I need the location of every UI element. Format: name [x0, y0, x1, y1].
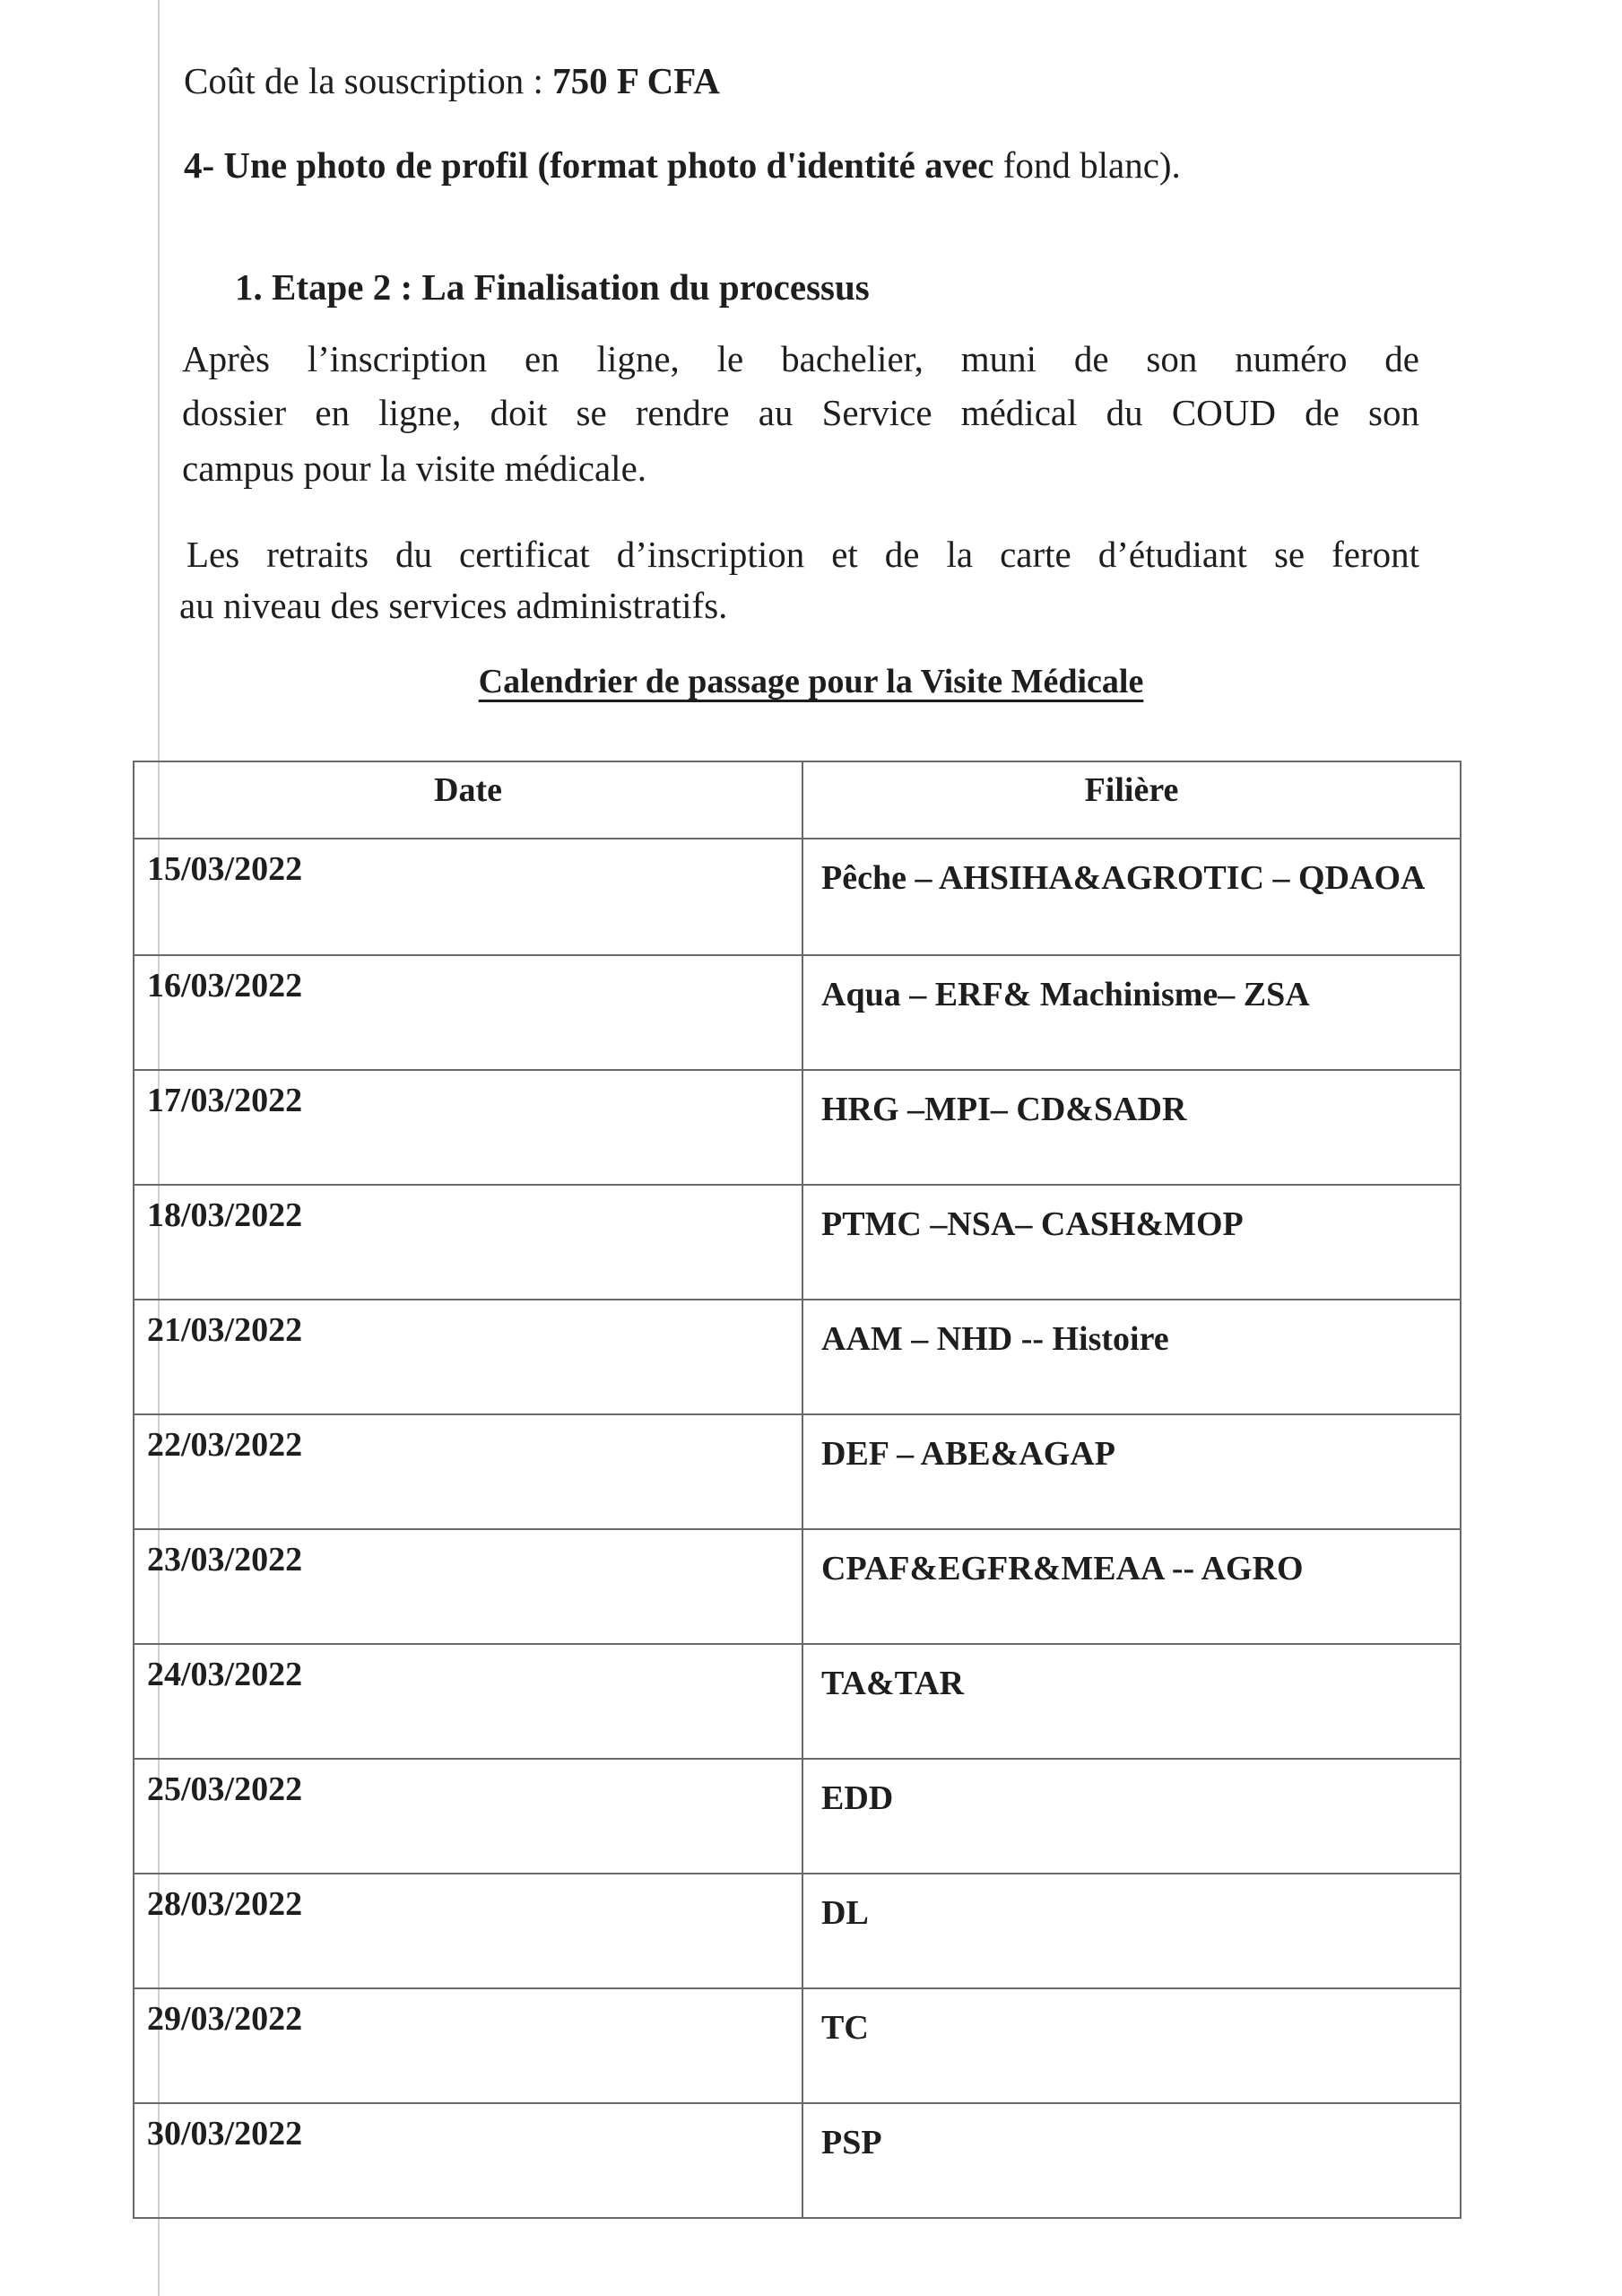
date-cell: 28/03/2022 [134, 1874, 802, 1988]
table-row [134, 1644, 1461, 1759]
date-cell: 23/03/2022 [134, 1529, 802, 1644]
table-row [134, 1874, 1461, 1988]
date-cell: 29/03/2022 [134, 1988, 802, 2103]
medical-visit-schedule-table [133, 761, 1462, 2219]
cost-label: Coût de la souscription : [184, 60, 553, 101]
table-row [134, 1300, 1461, 1414]
subscription-cost-line [184, 54, 1421, 108]
item-4-line [184, 138, 1421, 192]
item-4-bold-text: 4- Une photo de profil (format photo d'identité avec [184, 144, 1003, 186]
table-row [134, 1529, 1461, 1644]
date-cell: 18/03/2022 [134, 1185, 802, 1300]
date-cell: 30/03/2022 [134, 2103, 802, 2218]
paragraph-1-line-2: dossier en ligne, doit se rendre au Service médical du COUD de son [182, 392, 1419, 433]
date-column-header: Date [134, 761, 802, 839]
date-cell: 22/03/2022 [134, 1414, 802, 1529]
filiere-cell: Pêche – AHSIHA&AGROTIC – QDAOA [802, 839, 1461, 955]
date-cell: 21/03/2022 [134, 1300, 802, 1414]
filiere-cell: TA&TAR [802, 1644, 1461, 1759]
paragraph-2-line-2: au niveau des services administratifs. [179, 585, 728, 626]
filiere-cell: Aqua – ERF& Machinisme– ZSA [802, 955, 1461, 1070]
table-row [134, 1988, 1461, 2103]
step-2-heading: 1. Etape 2 : La Finalisation du processus [235, 266, 870, 308]
date-cell: 17/03/2022 [134, 1070, 802, 1185]
filiere-cell: AAM – NHD -- Histoire [802, 1300, 1461, 1414]
table-row [134, 955, 1461, 1070]
paragraph-1-line-1: Après l’inscription en ligne, le bachelier, muni de son numéro de [182, 338, 1419, 379]
table-row [134, 839, 1461, 955]
date-cell: 16/03/2022 [134, 955, 802, 1070]
filiere-cell: CPAF&EGFR&MEAA -- AGRO [802, 1529, 1461, 1644]
filiere-cell: DEF – ABE&AGAP [802, 1414, 1461, 1529]
filiere-cell: TC [802, 1988, 1461, 2103]
item-4-regular-text: fond blanc). [1002, 144, 1181, 186]
filiere-cell: DL [802, 1874, 1461, 1988]
table-row [134, 1759, 1461, 1874]
date-cell: 24/03/2022 [134, 1644, 802, 1759]
date-cell: 25/03/2022 [134, 1759, 802, 1874]
paragraph-1-line-3: campus pour la visite médicale. [182, 448, 647, 489]
table-header-row [134, 761, 1461, 839]
paragraph-2-line-1: Les retraits du certificat d’inscription et de la carte d’étudiant se feront [186, 534, 1419, 575]
filiere-cell: HRG –MPI– CD&SADR [802, 1070, 1461, 1185]
table-row [134, 1070, 1461, 1185]
date-cell: 15/03/2022 [134, 839, 802, 955]
filiere-column-header: Filière [802, 761, 1461, 839]
table-row [134, 1185, 1461, 1300]
filiere-cell: PTMC –NSA– CASH&MOP [802, 1185, 1461, 1300]
table-row [134, 1414, 1461, 1529]
filiere-cell: EDD [802, 1759, 1461, 1874]
filiere-cell: PSP [802, 2103, 1461, 2218]
cost-value: 750 F CFA [552, 60, 720, 101]
table-row [134, 2103, 1461, 2218]
calendar-title: Calendrier de passage pour la Visite Médicale [478, 663, 1144, 700]
